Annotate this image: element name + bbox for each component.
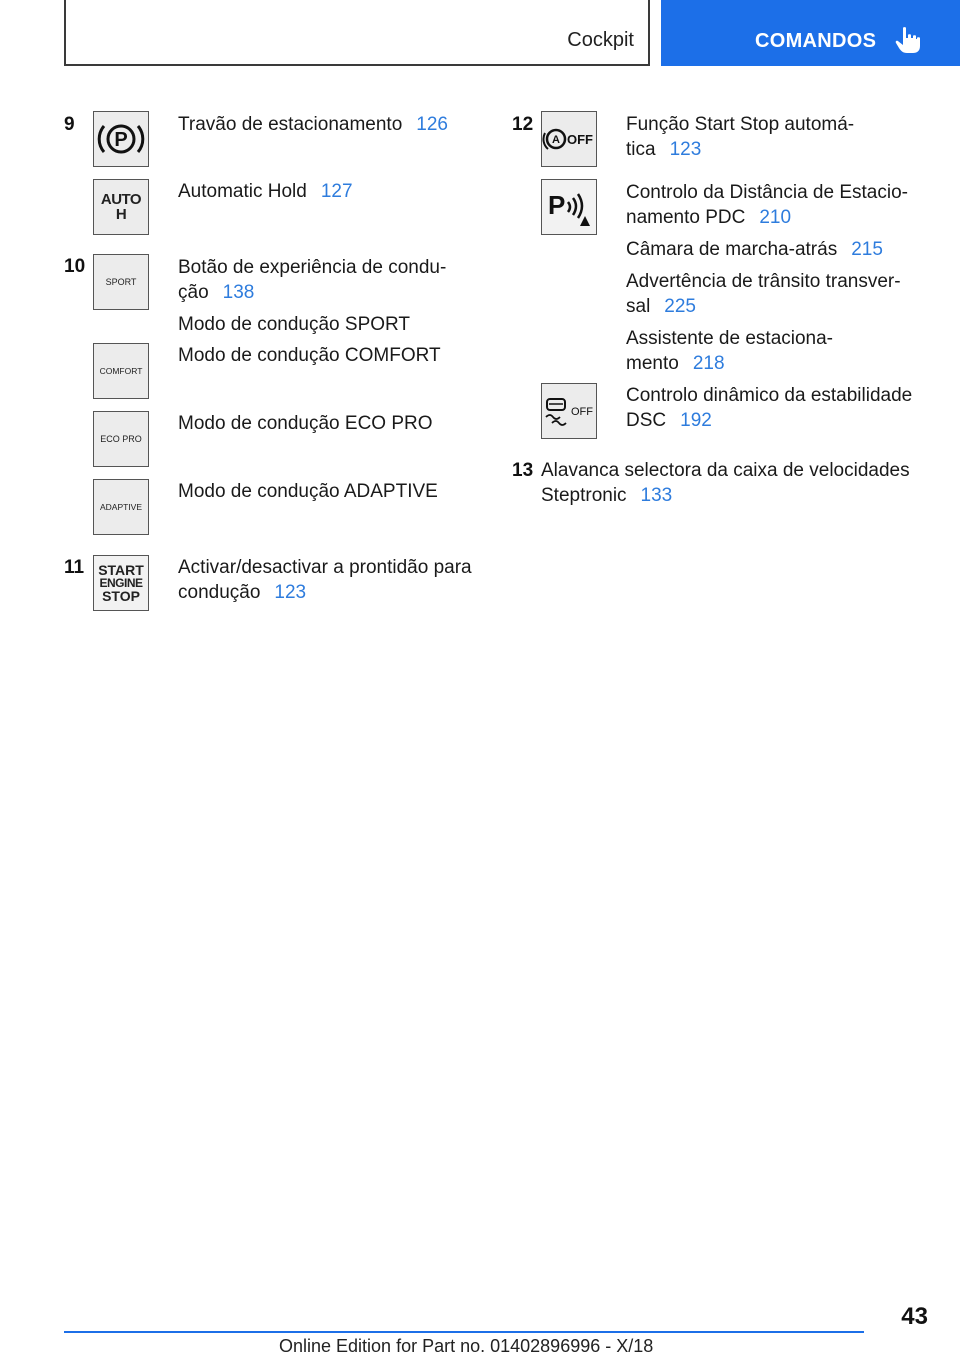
entry-10-extra: Modo de condução SPORT bbox=[178, 314, 411, 335]
parking-assistant-line-1: Assistente de estaciona- bbox=[626, 328, 834, 349]
section-title: Cockpit bbox=[567, 29, 634, 51]
eco-pro-icon: ECO PRO bbox=[100, 433, 142, 444]
pdc-line-1: Controlo da Distância de Estacio- bbox=[626, 182, 908, 203]
entry-13-page-ref[interactable]: 133 bbox=[640, 485, 673, 506]
parking-brake-button-image bbox=[93, 111, 149, 167]
sport-button-image bbox=[93, 254, 149, 310]
dsc-off-icon bbox=[542, 391, 596, 431]
start-label-icon: START bbox=[98, 562, 144, 578]
dsc-page-ref[interactable]: 192 bbox=[680, 410, 712, 431]
pdc-icon bbox=[544, 182, 594, 232]
engine-label-icon: ENGINE bbox=[99, 576, 143, 590]
header-section-box bbox=[64, 0, 650, 66]
entry-10-line-2: ção bbox=[178, 282, 209, 303]
svg-text:P: P bbox=[548, 190, 566, 220]
entry-9-text bbox=[178, 112, 448, 137]
cross-traffic-line-1: Advertência de trânsito transver- bbox=[626, 271, 901, 292]
entry-number-13: 13 bbox=[512, 460, 534, 481]
auto-start-stop-off-label: OFF bbox=[567, 132, 593, 147]
entry-9b-line-1: Automatic Hold bbox=[178, 181, 307, 202]
start-stop-button-image bbox=[93, 555, 149, 611]
entry-9-page-ref[interactable]: 126 bbox=[416, 114, 448, 135]
entry-12b-text bbox=[626, 180, 908, 376]
pdc-line-2: namento PDC bbox=[626, 207, 746, 228]
entry-12-text bbox=[626, 112, 854, 162]
cross-traffic-line-2: sal bbox=[626, 296, 651, 317]
entry-9-line-1: Travão de estacionamento bbox=[178, 114, 403, 135]
page-number: 43 bbox=[901, 1303, 928, 1330]
comfort-button-image bbox=[93, 343, 149, 399]
entry-10d-text: Modo de condução ADAPTIVE bbox=[178, 481, 438, 502]
dsc-line-2: DSC bbox=[626, 410, 667, 431]
entry-number-10: 10 bbox=[64, 256, 86, 277]
entry-number-11: 11 bbox=[64, 557, 85, 578]
parking-brake-icon bbox=[96, 114, 146, 164]
footer-edition: Online Edition for Part no. 01402896996 - X/18 bbox=[279, 1336, 654, 1356]
header-chapter-box bbox=[661, 0, 960, 66]
pdc-page-ref[interactable]: 210 bbox=[759, 207, 792, 228]
cross-traffic-page-ref[interactable]: 225 bbox=[664, 296, 696, 317]
eco-pro-button-image bbox=[93, 411, 149, 467]
rear-camera-line-1: Câmara de marcha-atrás bbox=[626, 239, 838, 260]
entry-10b-text: Modo de condução COMFORT bbox=[178, 345, 441, 366]
entry-13-line-1: Alavanca selectora da caixa de velocidades bbox=[541, 460, 910, 481]
chapter-title: COMANDOS bbox=[755, 30, 877, 52]
footer-divider bbox=[64, 1331, 864, 1333]
entry-10c-text: Modo de condução ECO PRO bbox=[178, 413, 433, 434]
entry-9b-page-ref[interactable]: 127 bbox=[320, 181, 353, 202]
auto-start-stop-button-image bbox=[541, 111, 597, 167]
parking-assistant-page-ref[interactable]: 218 bbox=[692, 353, 725, 374]
dsc-line-1: Controlo dinâmico da estabilidade bbox=[626, 385, 913, 406]
entry-11-page-ref[interactable]: 123 bbox=[274, 582, 307, 603]
entry-number-9: 9 bbox=[64, 114, 75, 135]
parking-assistant-line-2: mento bbox=[626, 353, 679, 374]
svg-text:A: A bbox=[552, 134, 560, 146]
entry-10-line-1: Botão de experiência de condu- bbox=[178, 257, 447, 278]
dsc-off-label: OFF bbox=[571, 406, 593, 418]
entry-11-line-1: Activar/desactivar a prontidão para bbox=[178, 557, 472, 578]
sport-icon: SPORT bbox=[105, 276, 137, 287]
comfort-icon: COMFORT bbox=[99, 365, 143, 376]
adaptive-icon: ADAPTIVE bbox=[99, 501, 143, 512]
auto-hold-button-image bbox=[93, 179, 149, 235]
entry-12c-text bbox=[626, 383, 912, 433]
entry-10-text bbox=[178, 255, 446, 337]
hand-pointer-icon bbox=[895, 26, 921, 54]
entry-12-page-ref[interactable]: 123 bbox=[669, 139, 702, 160]
entry-11-text bbox=[178, 555, 472, 605]
dsc-off-button-image bbox=[541, 383, 597, 439]
auto-start-stop-off-icon bbox=[542, 119, 596, 159]
entry-10-page-ref[interactable]: 138 bbox=[222, 282, 255, 303]
entry-12-line-1: Função Start Stop automá- bbox=[626, 114, 855, 135]
entry-9b-text bbox=[178, 179, 353, 204]
entry-number-12: 12 bbox=[512, 114, 534, 135]
entry-11-line-2: condução bbox=[178, 582, 261, 603]
svg-text:P: P bbox=[114, 129, 128, 151]
entry-12-line-2: tica bbox=[626, 139, 656, 160]
auto-hold-icon: AUTO H bbox=[100, 191, 142, 223]
rear-camera-page-ref[interactable]: 215 bbox=[851, 239, 883, 260]
entry-13-line-2: Steptronic bbox=[541, 485, 627, 506]
entry-13-text bbox=[541, 458, 910, 508]
stop-label-icon: STOP bbox=[102, 588, 140, 604]
adaptive-button-image bbox=[93, 479, 149, 535]
pdc-button-image bbox=[541, 179, 597, 235]
